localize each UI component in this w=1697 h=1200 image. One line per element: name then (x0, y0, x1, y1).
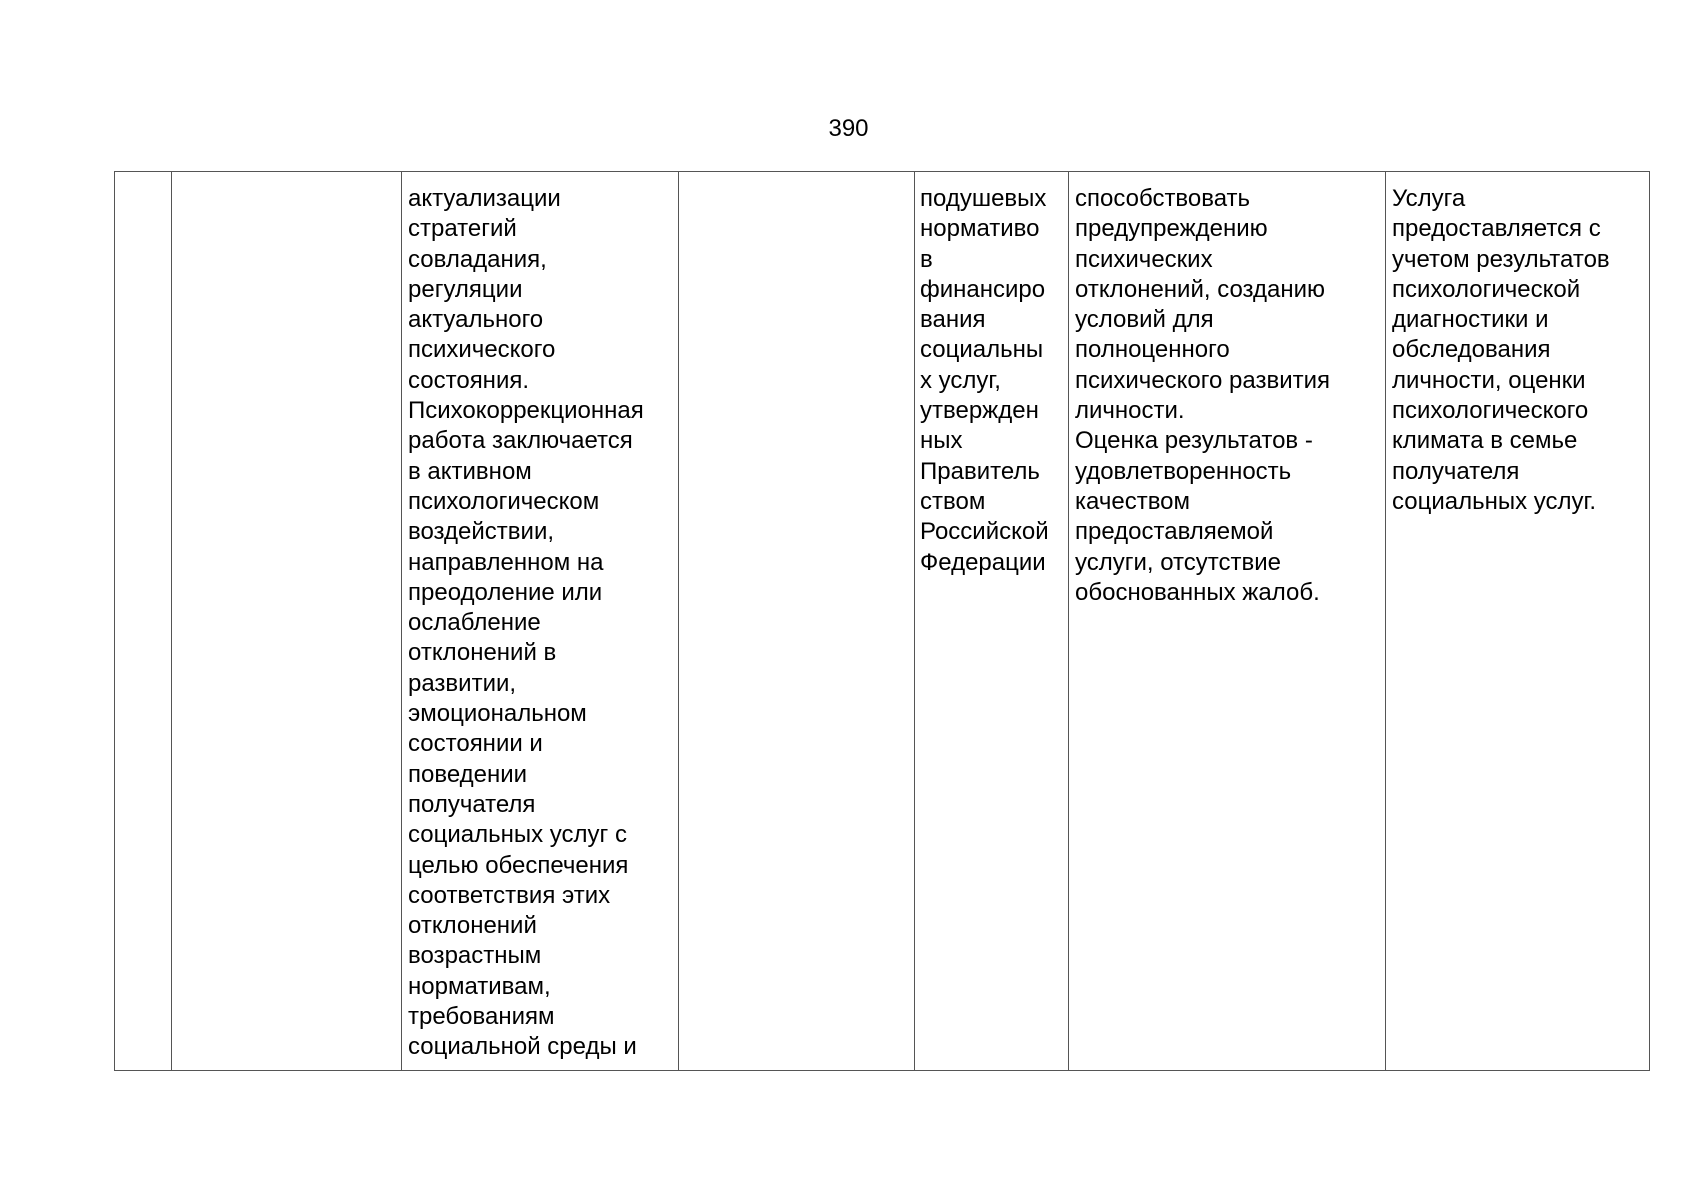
cell-quality-indicators: способствовать предупреждению психических отклонений, созданию условий для полноценного психического развития личности. Оценка результатов - удовлетворенность качеством предоставляемой услуги, отсутствие обоснованных жалоб. (1069, 172, 1386, 1071)
services-table (114, 171, 1650, 1071)
cell-service-description: актуализации стратегий совладания, регуляции актуального психического состояния. Психокоррекционная работа заключается в активном психологическом воздействии, направленном на преодоление или ослабление отклонений в развитии, эмоциональном состоянии и поведении получателя социальных услуг с целью обеспечения соответствия этих отклонений возрастным нормативам, требованиям социальной среды и (402, 172, 679, 1071)
cell-number (115, 172, 172, 1071)
cell-tariff: подушевых нормативо в финансиро вания социальны х услуг, утвержден ных Правитель ством Российской Федерации (915, 172, 1069, 1071)
page-number: 390 (828, 115, 869, 142)
table-row (115, 172, 1650, 1071)
cell-conditions: Услуга предоставляется с учетом результатов психологической диагностики и обследования личности, оценки психологического климата в семье получателя социальных услуг. (1386, 172, 1650, 1071)
cell-service-term (679, 172, 915, 1071)
cell-service-name (172, 172, 402, 1071)
